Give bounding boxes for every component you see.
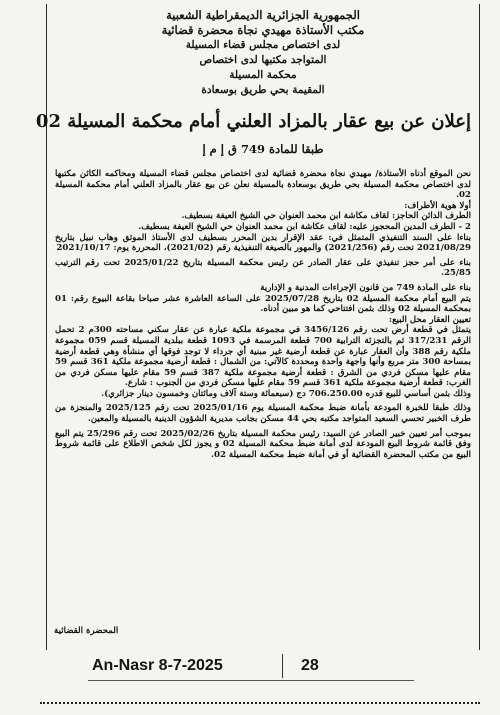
bottom-dotted-rule — [40, 702, 480, 704]
paragraph-expertise: وذلك طبقا للخبرة المودعة بأمانة ضبط محكمة المسيلة يوم 2025/01/16 تحت رقم 2025/125 والمنجزة من طرف الخبير تحسي السعيد المتواجد مكتبه بحي 44 مسكن بجانب مديرية الشؤون الدينية بالمسيلة والمعين. — [55, 403, 471, 425]
header-line-address: المقيمة بحي طريق بوسعادة — [201, 84, 325, 96]
auction-notice — [35, 4, 480, 650]
paragraph-enforcement-title: بناءا على السند التنفيذي المتمثل في: عقد الإقرار بدين المحرر بسطيف لدى الأستاذ الموثق وهاب نبيل بتاريخ 2021/08/29 تحت رقم (2021/256) والمهور بالصيغة التنفيذية رقم (2021/02)، المحررة يوم: 2021/10/17 — [55, 232, 471, 254]
paragraph-property-heading: تعيين العقار محل البيع: — [388, 314, 471, 325]
paragraph-creditor: الطرف الدائن الحاجز: لقاف مكاشة ابن محمد العنوان حي الشيخ العيفة بسطيف. — [181, 211, 471, 222]
paragraph-intro: نحن الموقع أدناه الأستاذة/ مهيدي نجاة محضرة قضائية لدى اختصاص مجلس قضاء المسيلة ومحاكمه الكائن مكتبها لدى اختصاص محكمة المسيلة بحي طريق بوسعادة بالمسيلة نعلن عن بيع عقار بالمزاد العلني أمام محكمة المسيلة 02. — [55, 169, 471, 201]
newspaper-footer — [88, 652, 414, 681]
header-line-located: المتواجد مكتبها لدى اختصاص — [199, 54, 327, 66]
paragraph-property-description: يتمثل في قطعة أرض تحت رقم 3456/126 في مجموعة ملكية عبارة عن عقار سكني مساحته 300م 2 تحمل الرقم 317/231 ثم بالتجزئة الترابية 700 قطعة المرسمة في 1093 قطعة ببلدية المسيلة قسم 059 مجموعة ملكية رقم 388 وأن العقار عبارة عن قطعة أرضية غير مبنية أي جرداء لا توجد فوقها أي منشأة وهي قطعة أرضية بمساحة 300 متر مربع وأنها واجهة واحدة ومحددة كالآتي: من الشمال : قطعة أرضية مجموعة ملكية 361 قسم 59 مقام عليها مسكن فردي من الشرق : قطعة أرضية مجموعة ملكية 387 قسم 59 مقام عليها مسكن فردي من الغرب: قطعة أرضية مجموعة ملكية 361 قسم 59 مقام عليها مسكن فردي من الجنوب : شارع. — [55, 325, 472, 389]
header-line-office: مكتب الأستاذة مهيدي نجاة محضرة قضائية — [161, 23, 365, 37]
paragraph-sale-date: يتم البيع أمام محكمة المسيلة 02 بتاريخ 2025/07/28 على الساعة العاشرة عشر صباحا بقاعة البيوع رقم: 01 بمحكمة المسيلة 02 وذلك بثمن افتتاحي كما هو مبين أدناه. — [55, 293, 471, 315]
footer-divider — [282, 654, 283, 678]
header-line-jurisdiction: لدى اختصاص مجلس قضاء المسيلة — [185, 39, 341, 51]
header-line-republic: الجمهورية الجزائرية الديمقراطية الشعبية — [166, 8, 360, 22]
paragraph-parties-heading: أولا هوية الأطراف: — [404, 200, 471, 211]
notice-header — [55, 8, 471, 98]
newspaper-name-date: An-Nasr 8-7-2025 — [92, 657, 223, 674]
paragraph-seizure-order: بناء على أمر حجز تنفيذي على عقار الصادر عن رئيس محكمة المسيلة بتاريخ 2025/01/22 تحت رقم الترتيب 25/85. — [55, 257, 471, 279]
paragraph-article: بناء على المادة 749 من قانون الإجراءات المدنية و الإدارية — [260, 282, 471, 293]
header-line-court: محكمة المسيلة — [229, 69, 297, 81]
notice-subtitle: طبقا للمادة 749 ق إ م إ — [202, 142, 324, 156]
notice-title: إعلان عن بيع عقار بالمزاد العلني أمام محكمة المسيلة 02 — [35, 111, 471, 132]
notice-body — [55, 169, 471, 460]
paragraph-conditions: بموجب أمر تعيين خبير الصادر عن السيد: رئيس محكمة المسيلة بتاريخ 2025/02/26 تحت رقم 25/296 يتم البيع وفق قائمة شروط البيع المودعة لدى أمانة ضبط محكمة المسيلة 02 و يجوز لكل شخص الاطلاع على قائمة شروط البيع من مكتب المحضرة القضائية أو في أمانة ضبط محكمة المسيلة 02. — [55, 428, 472, 460]
paragraph-debtor: 2 - الطرف المدين المحجوز عليه: لقاف عكاشة ابن محمد العنوان حي الشيخ العيفة بسطيف. — [138, 221, 471, 232]
bailiff-signature: المحضرة القضائية — [54, 626, 119, 636]
page-number: 28 — [301, 657, 319, 674]
paragraph-base-price: وذلك بثمن أساسي للبيع قدره 706.250.00 دج (سبعمائة وستة آلاف ومائتان وخمسون دينار جزائري). — [101, 388, 471, 399]
